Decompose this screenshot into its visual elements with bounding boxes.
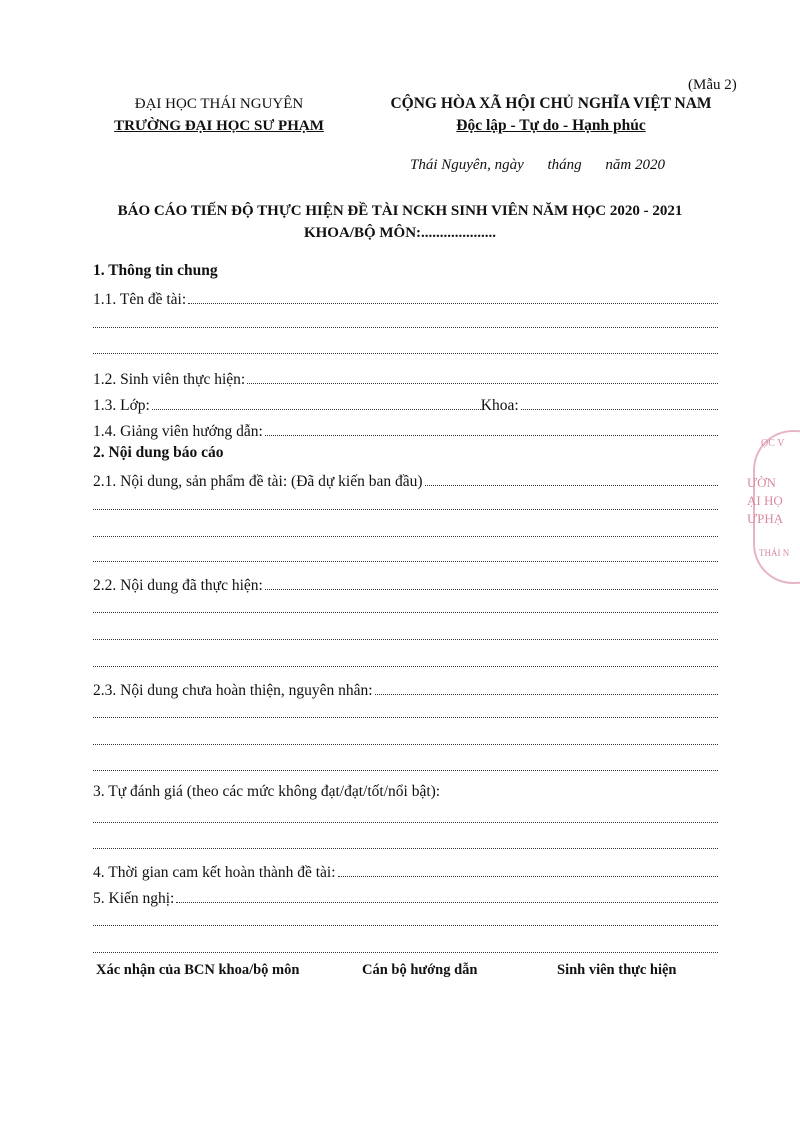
org-parent: ĐẠI HỌC THÁI NGUYÊN xyxy=(134,96,304,112)
done-field xyxy=(93,574,718,596)
topic-fill xyxy=(188,288,718,304)
date-year: năm 2020 xyxy=(605,157,666,173)
supervisor-field xyxy=(93,420,718,442)
commitment-fill xyxy=(338,861,719,877)
org-school: TRƯỜNG ĐẠI HỌC SƯ PHẠM xyxy=(114,118,324,134)
proposal-fill-line-2 xyxy=(93,924,718,926)
planned-label: 2.1. Nội dung, sản phẩm đề tài: (Đã dự kiến ban đầu) xyxy=(93,473,423,490)
class-faculty-field xyxy=(93,394,718,416)
planned-field xyxy=(93,470,718,492)
commitment-field xyxy=(93,861,718,883)
stamp-line-3: ƯPHẠ xyxy=(747,511,784,526)
unfinished-field xyxy=(93,679,718,701)
planned-fill-line-2 xyxy=(93,508,718,510)
proposal-field xyxy=(93,887,718,909)
self-eval-field xyxy=(93,783,718,805)
report-title xyxy=(80,200,720,244)
nation-motto: Độc lập - Tự do - Hạnh phúc xyxy=(456,117,646,134)
section-2-heading: 2. Nội dung báo cáo xyxy=(93,444,224,461)
self-eval-fill-line-1 xyxy=(93,821,718,823)
form-number: (Mẫu 2) xyxy=(688,77,737,93)
proposal-label: 5. Kiến nghị: xyxy=(93,890,175,907)
title-line-1: BÁO CÁO TIẾN ĐỘ THỰC HIỆN ĐỀ TÀI NCKH SINH VIÊN NĂM HỌC 2020 - 2021 xyxy=(117,203,683,219)
unfinished-fill xyxy=(375,679,718,695)
done-fill xyxy=(265,574,718,590)
stamp-line-2: ẠI HỌ xyxy=(747,493,783,508)
stamp-center-text xyxy=(747,474,783,528)
done-fill-line-3 xyxy=(93,638,718,640)
stamp-seal xyxy=(745,430,800,580)
done-label: 2.2. Nội dung đã thực hiện: xyxy=(93,577,263,594)
self-eval-label: 3. Tự đánh giá (theo các mức không đạt/đạt/tốt/nổi bật): xyxy=(93,783,441,800)
supervisor-label: 1.4. Giảng viên hướng dẫn: xyxy=(93,423,263,440)
date-line xyxy=(410,157,671,174)
title-line-2: KHOA/BỘ MÔN:.................... xyxy=(303,225,497,241)
signature-supervisor: Cán bộ hướng dẫn xyxy=(362,962,478,978)
students-fill xyxy=(247,368,718,384)
unfinished-fill-line-2 xyxy=(93,716,718,718)
students-field xyxy=(93,368,718,390)
nation-name: CỘNG HÒA XÃ HỘI CHỦ NGHĨA VIỆT NAM xyxy=(390,95,712,112)
organization-block xyxy=(90,93,348,137)
students-label: 1.2. Sinh viên thực hiện: xyxy=(93,371,246,388)
planned-fill-line-3 xyxy=(93,535,718,537)
stamp-top-text: ỌC V xyxy=(761,438,785,449)
done-fill-line-2 xyxy=(93,611,718,613)
faculty-fill xyxy=(521,394,718,410)
stamp-bottom-text: THÁI N xyxy=(759,548,790,558)
topic-fill-line-3 xyxy=(93,352,718,354)
class-label: 1.3. Lớp: xyxy=(93,397,150,414)
date-month: tháng xyxy=(547,157,582,173)
commitment-label: 4. Thời gian cam kết hoàn thành đề tài: xyxy=(93,864,336,881)
proposal-fill-line-3 xyxy=(93,951,718,953)
signature-student: Sinh viên thực hiện xyxy=(557,962,677,978)
date-place: Thái Nguyên, ngày xyxy=(410,157,524,173)
topic-fill-line-2 xyxy=(93,326,718,328)
unfinished-fill-line-3 xyxy=(93,743,718,745)
faculty-label: Khoa: xyxy=(480,397,519,414)
topic-label: 1.1. Tên đề tài: xyxy=(93,291,187,308)
planned-fill-line-4 xyxy=(93,560,718,562)
planned-fill xyxy=(425,470,718,486)
unfinished-fill-line-4 xyxy=(93,769,718,771)
unfinished-label: 2.3. Nội dung chưa hoàn thiện, nguyên nhân: xyxy=(93,682,373,699)
class-fill xyxy=(152,394,481,410)
proposal-fill xyxy=(176,887,718,903)
signature-faculty: Xác nhận của BCN khoa/bộ môn xyxy=(96,962,300,978)
national-motto-block xyxy=(356,93,746,137)
stamp-line-1: ƯỜN xyxy=(747,475,776,490)
topic-field xyxy=(93,288,718,310)
done-fill-line-4 xyxy=(93,665,718,667)
self-eval-fill-line-2 xyxy=(93,847,718,849)
supervisor-fill xyxy=(265,420,718,436)
section-1-heading: 1. Thông tin chung xyxy=(93,262,218,279)
